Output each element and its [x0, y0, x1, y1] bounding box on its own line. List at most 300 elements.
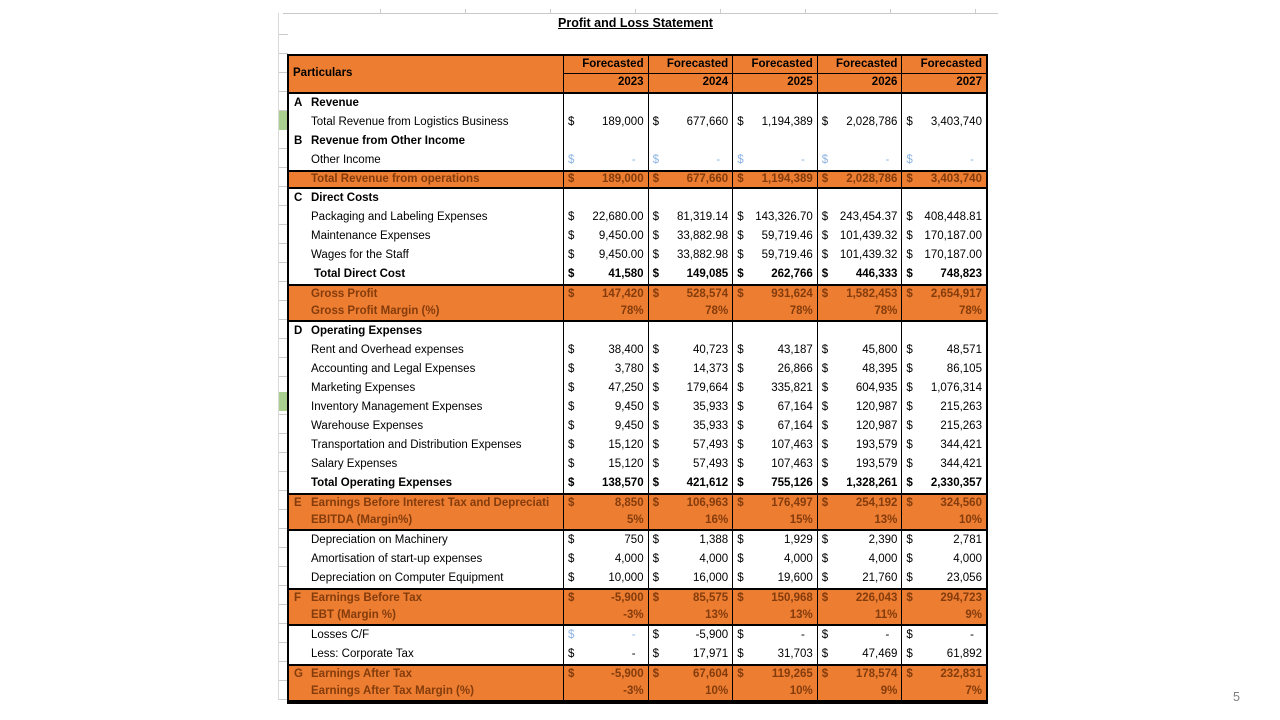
- cell-value: 59,719.46: [761, 248, 813, 261]
- table-cell[interactable]: [901, 286, 986, 303]
- table-cell[interactable]: [648, 590, 733, 607]
- table-cell[interactable]: [648, 227, 733, 246]
- row-letter: [289, 379, 309, 398]
- cell-value: 78%: [705, 304, 729, 317]
- table-row: [289, 94, 986, 113]
- table-cell[interactable]: [901, 189, 986, 208]
- currency-symbol: $: [906, 400, 913, 413]
- cell-value: 421,612: [686, 476, 729, 489]
- table-cell[interactable]: [817, 94, 902, 113]
- table-cell[interactable]: [563, 151, 648, 170]
- row-label[interactable]: Depreciation on Computer Equipment: [311, 571, 504, 584]
- table-cell[interactable]: [817, 645, 902, 664]
- currency-symbol: $: [568, 172, 575, 185]
- table-cell[interactable]: [563, 550, 648, 569]
- table-cell[interactable]: [901, 666, 986, 683]
- currency-symbol: $: [568, 438, 575, 451]
- cell-value: 178,574: [855, 667, 898, 680]
- table-cell[interactable]: [648, 94, 733, 113]
- table-cell[interactable]: [901, 322, 986, 341]
- cell-value: 1,582,453: [846, 287, 898, 300]
- year-label: 2025: [787, 76, 813, 89]
- currency-symbol: $: [652, 647, 659, 660]
- column-header-2023[interactable]: [563, 56, 648, 92]
- table-cell[interactable]: [732, 683, 817, 700]
- table-cell[interactable]: [817, 341, 902, 360]
- table-row: [289, 284, 986, 303]
- cell-value: 57,493: [693, 457, 729, 470]
- table-cell[interactable]: [648, 645, 733, 664]
- cell-value: 43,187: [777, 343, 813, 356]
- table-cell[interactable]: [648, 246, 733, 265]
- table-cell[interactable]: [901, 417, 986, 436]
- table-cell[interactable]: [648, 607, 733, 624]
- table-cell[interactable]: [563, 227, 648, 246]
- table-cell[interactable]: [901, 341, 986, 360]
- cell-value: 17,971: [693, 647, 729, 660]
- table-cell[interactable]: [648, 322, 733, 341]
- table-cell[interactable]: [732, 512, 817, 529]
- table-cell[interactable]: [563, 322, 648, 341]
- table-cell[interactable]: [901, 132, 986, 151]
- currency-symbol: $: [568, 533, 575, 546]
- table-cell[interactable]: [563, 512, 648, 529]
- table-cell[interactable]: [732, 398, 817, 417]
- table-cell[interactable]: [563, 172, 648, 187]
- table-cell[interactable]: [732, 531, 817, 550]
- table-cell[interactable]: [901, 626, 986, 645]
- table-cell[interactable]: [563, 246, 648, 265]
- cell-value: -: [631, 153, 636, 166]
- currency-symbol: $: [568, 229, 575, 242]
- row-letter: F: [294, 591, 302, 604]
- page-title[interactable]: [287, 16, 984, 30]
- table-cell[interactable]: [563, 683, 648, 700]
- cell-value: 101,439.32: [839, 229, 898, 242]
- table-cell[interactable]: [817, 151, 902, 170]
- table-cell[interactable]: [901, 303, 986, 320]
- row-letter: [289, 360, 309, 379]
- spreadsheet-column-ticks: [380, 9, 998, 13]
- table-cell[interactable]: [817, 626, 902, 645]
- table-cell[interactable]: [563, 265, 648, 284]
- cell-value: 344,421: [940, 457, 982, 470]
- currency-symbol: $: [568, 343, 575, 356]
- table-cell[interactable]: [732, 569, 817, 588]
- table-cell[interactable]: [563, 341, 648, 360]
- table-row: [289, 683, 986, 702]
- table-cell[interactable]: [563, 286, 648, 303]
- currency-symbol: $: [737, 571, 744, 584]
- year-label: 2023: [618, 76, 644, 89]
- table-cell[interactable]: [817, 550, 902, 569]
- row-label[interactable]: Gross Profit: [311, 287, 378, 300]
- table-cell[interactable]: [901, 113, 986, 132]
- row-letter: [289, 398, 309, 417]
- table-cell[interactable]: [563, 531, 648, 550]
- table-cell[interactable]: [732, 113, 817, 132]
- table-cell[interactable]: [732, 208, 817, 227]
- row-label[interactable]: Gross Profit Margin (%): [311, 304, 440, 317]
- table-cell[interactable]: [732, 246, 817, 265]
- table-cell[interactable]: [817, 398, 902, 417]
- table-cell[interactable]: [901, 208, 986, 227]
- currency-symbol: $: [906, 248, 913, 261]
- table-cell[interactable]: [563, 379, 648, 398]
- currency-symbol: $: [737, 362, 744, 375]
- column-header-2024[interactable]: [648, 56, 733, 92]
- table-row: [289, 550, 986, 569]
- cell-value: 294,723: [940, 591, 982, 604]
- cell-value: -: [970, 628, 974, 641]
- currency-symbol: $: [737, 172, 744, 185]
- currency-symbol: $: [652, 400, 659, 413]
- table-cell[interactable]: [901, 645, 986, 664]
- table-cell[interactable]: [648, 360, 733, 379]
- row-label[interactable]: EBT (Margin %): [311, 608, 396, 621]
- table-cell[interactable]: [563, 132, 648, 151]
- row-label[interactable]: Amortisation of start-up expenses: [311, 552, 483, 565]
- table-cell[interactable]: [817, 132, 902, 151]
- table-cell[interactable]: [817, 474, 902, 493]
- cell-value: 47,469: [862, 647, 898, 660]
- row-label[interactable]: Total Revenue from Logistics Business: [311, 115, 509, 128]
- table-cell[interactable]: [817, 360, 902, 379]
- table-cell[interactable]: [817, 172, 902, 187]
- table-cell[interactable]: [901, 512, 986, 529]
- cell-value: 45,800: [862, 343, 898, 356]
- table-cell[interactable]: [732, 626, 817, 645]
- table-cell[interactable]: [732, 286, 817, 303]
- cell-value: 16%: [705, 513, 729, 526]
- currency-symbol: $: [568, 381, 575, 394]
- currency-symbol: $: [737, 647, 744, 660]
- table-cell[interactable]: [901, 590, 986, 607]
- row-label[interactable]: Revenue: [311, 96, 359, 109]
- currency-symbol: $: [906, 419, 913, 432]
- row-label[interactable]: Salary Expenses: [311, 457, 398, 470]
- table-cell[interactable]: [901, 569, 986, 588]
- table-cell[interactable]: [563, 94, 648, 113]
- currency-symbol: $: [821, 210, 829, 223]
- row-label[interactable]: Marketing Expenses: [311, 381, 416, 394]
- table-cell[interactable]: [648, 341, 733, 360]
- table-cell[interactable]: [648, 286, 733, 303]
- row-label[interactable]: Operating Expenses: [311, 324, 423, 337]
- table-cell[interactable]: [817, 455, 902, 474]
- cell-value: 2,390: [868, 533, 898, 546]
- table-cell[interactable]: [901, 495, 986, 512]
- table-cell[interactable]: [648, 512, 733, 529]
- table-cell[interactable]: [901, 151, 986, 170]
- row-label[interactable]: Depreciation on Machinery: [311, 533, 448, 546]
- table-cell[interactable]: [901, 607, 986, 624]
- table-row: [289, 417, 986, 436]
- table-cell[interactable]: [648, 531, 733, 550]
- table-cell[interactable]: [732, 189, 817, 208]
- table-cell[interactable]: [817, 265, 902, 284]
- table-cell[interactable]: [648, 265, 733, 284]
- cell-value: 19,600: [777, 571, 813, 584]
- table-cell[interactable]: [732, 474, 817, 493]
- table-cell[interactable]: [563, 607, 648, 624]
- table-cell[interactable]: [732, 341, 817, 360]
- table-cell[interactable]: [648, 379, 733, 398]
- cell-value: 215,263: [940, 400, 982, 413]
- currency-symbol: $: [906, 496, 913, 509]
- currency-symbol: $: [821, 172, 829, 185]
- row-label[interactable]: Packaging and Labeling Expenses: [311, 210, 488, 223]
- row-label[interactable]: Accounting and Legal Expenses: [311, 362, 476, 375]
- table-cell[interactable]: [901, 379, 986, 398]
- profit-and-loss-table[interactable]: [287, 54, 988, 704]
- table-cell[interactable]: [901, 436, 986, 455]
- table-cell[interactable]: [732, 132, 817, 151]
- table-cell[interactable]: [563, 455, 648, 474]
- row-label[interactable]: Maintenance Expenses: [311, 229, 431, 242]
- table-cell[interactable]: [563, 436, 648, 455]
- table-cell[interactable]: [817, 286, 902, 303]
- row-label[interactable]: Other Income: [311, 153, 381, 166]
- currency-symbol: $: [906, 552, 913, 565]
- cell-value: 57,493: [693, 438, 729, 451]
- forecasted-label: Forecasted: [649, 56, 733, 74]
- row-letter: [289, 436, 309, 455]
- table-cell[interactable]: [817, 303, 902, 320]
- table-cell[interactable]: [648, 151, 733, 170]
- table-cell[interactable]: [648, 436, 733, 455]
- table-cell[interactable]: [817, 379, 902, 398]
- table-cell[interactable]: [648, 113, 733, 132]
- table-cell[interactable]: [901, 94, 986, 113]
- row-label[interactable]: EBITDA (Margin%): [311, 513, 413, 526]
- row-label[interactable]: Total Direct Cost: [314, 267, 406, 280]
- row-letter: [289, 531, 309, 550]
- row-label[interactable]: Inventory Management Expenses: [311, 400, 483, 413]
- row-label[interactable]: Losses C/F: [311, 628, 370, 641]
- row-label[interactable]: Total Revenue from operations: [311, 172, 480, 185]
- table-cell[interactable]: [817, 607, 902, 624]
- table-cell[interactable]: [901, 474, 986, 493]
- table-cell[interactable]: [732, 322, 817, 341]
- table-cell[interactable]: [563, 360, 648, 379]
- row-label[interactable]: Earnings After Tax: [311, 667, 412, 680]
- cell-value: 4,000: [614, 552, 644, 565]
- table-cell[interactable]: [563, 303, 648, 320]
- cell-value: 2,028,786: [846, 115, 898, 128]
- cell-value: 1,929: [784, 533, 813, 546]
- row-label[interactable]: Earnings Before Tax: [311, 591, 422, 604]
- cell-value: -: [631, 628, 636, 641]
- table-cell[interactable]: [817, 531, 902, 550]
- table-cell[interactable]: [732, 495, 817, 512]
- table-cell[interactable]: [901, 683, 986, 700]
- cell-value: 9,450.00: [598, 248, 644, 261]
- row-letter: [289, 645, 309, 664]
- table-cell[interactable]: [817, 683, 902, 700]
- table-cell[interactable]: [732, 607, 817, 624]
- table-cell[interactable]: [648, 303, 733, 320]
- currency-symbol: $: [821, 287, 829, 300]
- table-cell[interactable]: [901, 531, 986, 550]
- row-label[interactable]: Total Operating Expenses: [311, 476, 453, 489]
- table-cell[interactable]: [648, 417, 733, 436]
- table-cell[interactable]: [648, 455, 733, 474]
- table-cell[interactable]: [732, 172, 817, 187]
- table-cell[interactable]: [648, 626, 733, 645]
- table-cell[interactable]: [648, 398, 733, 417]
- table-cell[interactable]: [563, 626, 648, 645]
- table-cell[interactable]: [817, 208, 902, 227]
- particulars-header-cell[interactable]: Particulars: [293, 67, 353, 80]
- cell-value: 189,000: [602, 115, 644, 128]
- cell-value: 3,403,740: [930, 172, 982, 185]
- table-cell[interactable]: [901, 227, 986, 246]
- row-label[interactable]: Less: Corporate Tax: [311, 647, 414, 660]
- table-cell[interactable]: [817, 569, 902, 588]
- row-letter: D: [294, 324, 303, 337]
- table-cell[interactable]: [901, 398, 986, 417]
- currency-symbol: $: [568, 457, 575, 470]
- currency-symbol: $: [652, 343, 659, 356]
- currency-symbol: $: [821, 647, 829, 660]
- table-cell[interactable]: [817, 495, 902, 512]
- currency-symbol: $: [906, 287, 913, 300]
- row-letter: [289, 417, 309, 436]
- table-cell[interactable]: [648, 208, 733, 227]
- currency-symbol: $: [737, 287, 744, 300]
- row-label[interactable]: Transportation and Distribution Expenses: [311, 438, 522, 451]
- table-cell[interactable]: [563, 113, 648, 132]
- table-cell[interactable]: [817, 590, 902, 607]
- currency-symbol: $: [906, 628, 913, 641]
- cell-value: 48,395: [862, 362, 898, 375]
- row-label[interactable]: Revenue from Other Income: [311, 134, 466, 147]
- table-cell[interactable]: [563, 474, 648, 493]
- table-cell[interactable]: [817, 417, 902, 436]
- row-label[interactable]: Wages for the Staff: [311, 248, 409, 261]
- cell-value: 13%: [705, 608, 729, 621]
- table-cell[interactable]: [901, 246, 986, 265]
- cell-value: 106,963: [686, 496, 729, 509]
- table-cell[interactable]: [732, 360, 817, 379]
- cell-value: 41,580: [608, 267, 644, 280]
- table-cell[interactable]: [732, 303, 817, 320]
- table-cell[interactable]: [732, 590, 817, 607]
- table-cell[interactable]: [732, 645, 817, 664]
- row-letter: G: [294, 667, 303, 680]
- table-cell[interactable]: [817, 246, 902, 265]
- cell-value: 120,987: [855, 419, 898, 432]
- table-cell[interactable]: [732, 379, 817, 398]
- table-cell[interactable]: [901, 360, 986, 379]
- column-header-2026[interactable]: [817, 56, 902, 92]
- currency-symbol: $: [906, 571, 913, 584]
- cell-value: 4,000: [699, 552, 729, 565]
- table-cell[interactable]: [563, 208, 648, 227]
- table-cell[interactable]: [732, 417, 817, 436]
- table-cell[interactable]: [648, 495, 733, 512]
- table-cell[interactable]: [817, 666, 902, 683]
- table-cell[interactable]: [732, 550, 817, 569]
- cell-value: 1,328,261: [846, 476, 898, 489]
- table-cell[interactable]: [732, 151, 817, 170]
- table-cell[interactable]: [732, 265, 817, 284]
- cell-value: 33,882.98: [677, 248, 729, 261]
- cell-value: 26,866: [777, 362, 813, 375]
- table-cell[interactable]: [817, 436, 902, 455]
- table-cell[interactable]: [563, 666, 648, 683]
- column-header-2025[interactable]: [732, 56, 817, 92]
- table-row: [289, 531, 986, 550]
- table-cell[interactable]: [648, 683, 733, 700]
- currency-symbol: $: [568, 419, 575, 432]
- currency-symbol: $: [906, 438, 913, 451]
- row-label[interactable]: Warehouse Expenses: [311, 419, 424, 432]
- year-label: 2026: [871, 76, 898, 89]
- table-cell[interactable]: [648, 474, 733, 493]
- table-cell[interactable]: [648, 550, 733, 569]
- table-cell[interactable]: [563, 398, 648, 417]
- currency-symbol: $: [652, 533, 659, 546]
- table-cell[interactable]: [901, 455, 986, 474]
- cell-value: 59,719.46: [761, 229, 813, 242]
- cell-value: 677,660: [686, 115, 729, 128]
- currency-symbol: $: [906, 210, 913, 223]
- table-cell[interactable]: [817, 113, 902, 132]
- table-cell[interactable]: [732, 666, 817, 683]
- table-cell[interactable]: [732, 94, 817, 113]
- table-cell[interactable]: [901, 172, 986, 187]
- table-cell[interactable]: [817, 227, 902, 246]
- row-label[interactable]: Earnings Before Interest Tax and Depreciati: [311, 496, 550, 509]
- table-cell[interactable]: [648, 189, 733, 208]
- row-label[interactable]: Earnings After Tax Margin (%): [311, 684, 474, 697]
- cell-value: 35,933: [693, 400, 729, 413]
- row-letter: [289, 113, 309, 132]
- table-cell[interactable]: [563, 495, 648, 512]
- table-cell[interactable]: [817, 322, 902, 341]
- cell-value: 78%: [874, 304, 898, 317]
- table-cell[interactable]: [732, 227, 817, 246]
- row-label[interactable]: Direct Costs: [311, 191, 379, 204]
- table-cell[interactable]: [563, 645, 648, 664]
- currency-symbol: $: [652, 287, 659, 300]
- cell-value: 22,680.00: [592, 210, 644, 223]
- table-cell[interactable]: [901, 550, 986, 569]
- table-cell[interactable]: [648, 569, 733, 588]
- table-cell[interactable]: [817, 512, 902, 529]
- table-cell[interactable]: [563, 189, 648, 208]
- table-cell[interactable]: [648, 172, 733, 187]
- currency-symbol: $: [652, 248, 659, 261]
- column-header-2027[interactable]: [901, 56, 986, 92]
- table-cell[interactable]: [817, 189, 902, 208]
- table-cell[interactable]: [648, 132, 733, 151]
- row-label[interactable]: Rent and Overhead expenses: [311, 343, 464, 356]
- table-cell[interactable]: [732, 455, 817, 474]
- table-cell[interactable]: [901, 265, 986, 284]
- row-letter: A: [294, 96, 303, 109]
- table-cell[interactable]: [648, 666, 733, 683]
- table-row: [289, 626, 986, 645]
- table-cell[interactable]: [732, 436, 817, 455]
- table-cell[interactable]: [563, 590, 648, 607]
- table-cell[interactable]: [563, 569, 648, 588]
- cell-value: 254,192: [855, 496, 898, 509]
- table-cell[interactable]: [563, 417, 648, 436]
- cell-value: 33,882.98: [677, 229, 729, 242]
